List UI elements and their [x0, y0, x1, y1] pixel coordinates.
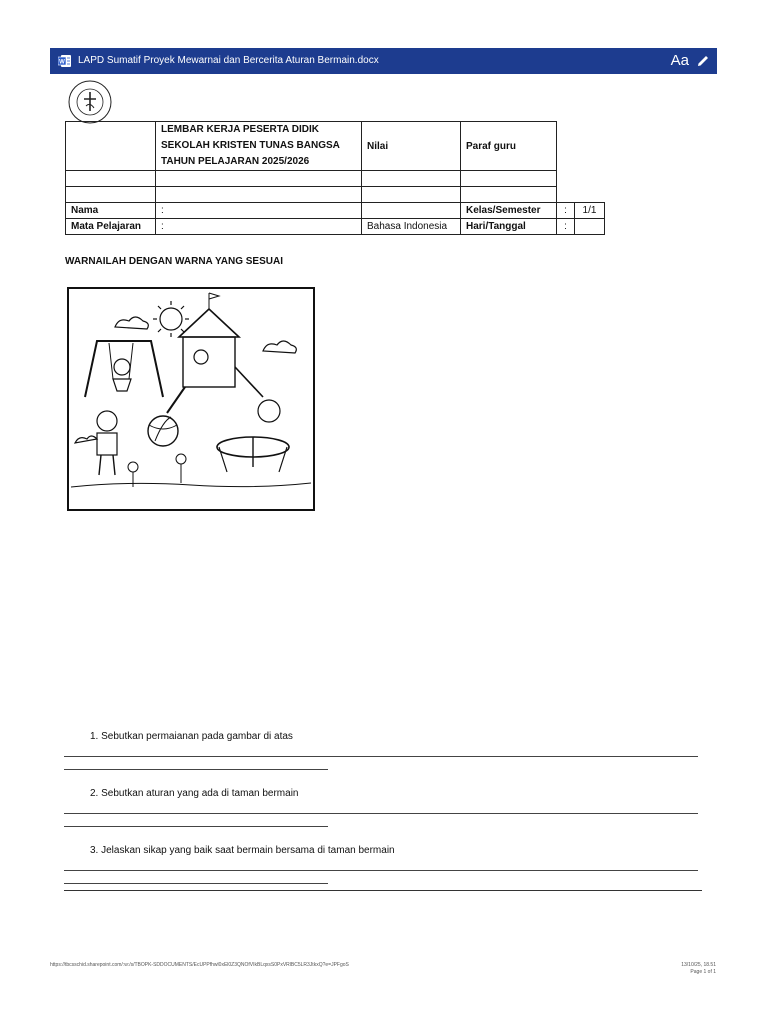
answer-line[interactable]: [64, 883, 328, 884]
answer-line[interactable]: [64, 769, 328, 770]
answer-line[interactable]: [64, 813, 698, 814]
mata-pelajaran-colon: :: [156, 219, 362, 235]
question-1: 1. Sebutkan permaianan pada gambar di atas: [90, 731, 293, 742]
nama-label: Nama: [66, 203, 156, 219]
mata-pelajaran-label: Mata Pelajaran: [66, 219, 156, 235]
question-3: 3. Jelaskan sikap yang baik saat bermain bersama di taman bermain: [90, 845, 395, 856]
title-line: SEKOLAH KRISTEN TUNAS BANGSA: [161, 140, 340, 151]
kelas-colon: :: [557, 203, 575, 219]
hari-tanggal-value: [575, 219, 605, 235]
answer-line[interactable]: [64, 756, 698, 757]
school-seal-logo: [64, 80, 116, 124]
title-line: LEMBAR KERJA PESERTA DIDIK: [161, 124, 319, 135]
svg-text:W: W: [59, 59, 65, 66]
hari-colon: :: [557, 219, 575, 235]
question-2: 2. Sebutkan aturan yang ada di taman bermain: [90, 788, 299, 799]
hari-tanggal-label: Hari/Tanggal: [461, 219, 557, 235]
mata-pelajaran-value: Bahasa Indonesia: [362, 219, 461, 235]
blank-cell: [362, 187, 461, 203]
logo-cell: [66, 122, 156, 171]
blank-cell: [156, 187, 362, 203]
blank-cell: [66, 187, 156, 203]
edit-pencil-icon[interactable]: [695, 53, 711, 69]
document-titlebar: [50, 48, 717, 74]
title-line: TAHUN PELAJARAN 2025/2026: [161, 156, 310, 167]
header-table: [65, 121, 605, 235]
blank-cell: [156, 171, 362, 187]
blank-cell: [461, 171, 557, 187]
kelas-semester-value: 1/1: [575, 203, 605, 219]
footer-url: https://tbcsschid.sharepoint.com/:w:/s/TBOPK-SDDOCUMENTS/EcUPPfhwl0xEl0Z3QNOfVIkBLqxsS0PxVRlBC5LR3JtkxQ?e=JPFgoS: [50, 962, 349, 968]
blank-cell: [461, 187, 557, 203]
print-datetime: 13/10/25, 18.51: [681, 962, 716, 968]
paraf-guru-label: Paraf guru: [461, 122, 557, 171]
nama-value: :: [156, 203, 362, 219]
bottom-rule: [64, 890, 702, 891]
blank-cell: [66, 171, 156, 187]
blank-cell: [362, 171, 461, 187]
nilai-label: Nilai: [362, 122, 461, 171]
page-number: Page 1 of 1: [690, 969, 716, 975]
word-app-icon: [58, 54, 72, 68]
font-size-button[interactable]: Aa: [670, 52, 689, 69]
document-title: LAPD Sumatif Proyek Mewarnai dan Bercerita Aturan Bermain.docx: [78, 55, 379, 66]
worksheet-title-cell: [156, 122, 362, 171]
instruction-heading: WARNAILAH DENGAN WARNA YANG SESUAI: [65, 256, 283, 267]
playground-coloring-illustration: [67, 287, 315, 511]
blank-cell: [362, 203, 461, 219]
kelas-semester-label: Kelas/Semester: [461, 203, 557, 219]
footer-meta: [681, 962, 716, 976]
answer-line[interactable]: [64, 870, 698, 871]
answer-line[interactable]: [64, 826, 328, 827]
